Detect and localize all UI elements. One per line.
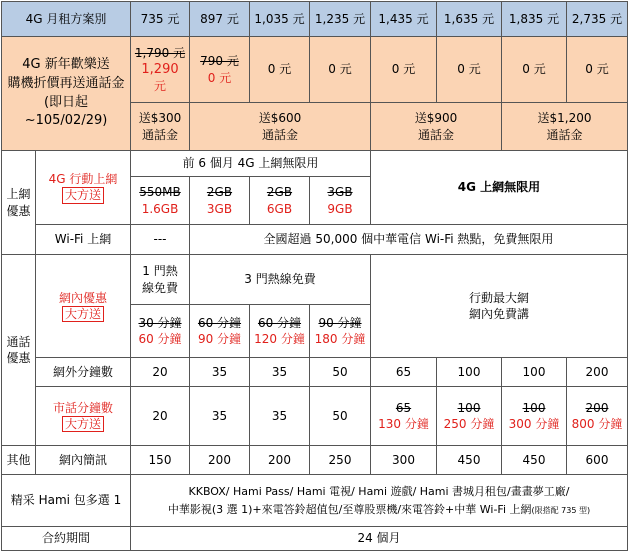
landline-label — [36, 387, 131, 446]
landline-value: 20 — [131, 387, 190, 446]
price-1035: 1,035 元 — [250, 2, 310, 37]
offnet-value: 35 — [190, 358, 250, 387]
minutes-new: 180 分鐘 — [314, 332, 366, 346]
price-735: 735 元 — [131, 2, 190, 37]
other-section: 其他 — [2, 446, 36, 475]
landline-cell — [502, 387, 567, 446]
minutes-old: 200 — [585, 400, 609, 415]
price-1635: 1,635 元 — [437, 2, 502, 37]
new-price-unit: 元 — [153, 79, 166, 94]
minutes-old: 65 — [395, 400, 412, 415]
promo-price-zero: 0 元 — [437, 37, 502, 103]
onnet-cell — [190, 305, 250, 358]
promo-label-line4: ~105/02/29) — [24, 113, 108, 129]
minutes-new: 300 分鐘 — [508, 417, 560, 431]
hami-line2-wrap — [131, 501, 627, 519]
data-old: 550MB — [139, 185, 181, 200]
price-1435: 1,435 元 — [371, 2, 437, 37]
offnet-value: 20 — [131, 358, 190, 387]
data-new: 9GB — [327, 201, 353, 216]
old-price: 1,790 元 — [134, 45, 186, 60]
data-new: 3GB — [206, 201, 233, 216]
hotline-3: 3 門熱線免費 — [190, 255, 371, 305]
plan-title: 4G 月租方案別 — [2, 2, 131, 37]
hotline-line1: 1 門熱 — [142, 264, 178, 279]
data-cell — [250, 177, 310, 225]
minutes-new: 60 分鐘 — [138, 332, 182, 346]
minutes-old: 90 分鐘 — [318, 315, 362, 330]
gift-label: 通話金 — [261, 127, 298, 142]
data-cell — [131, 177, 190, 225]
promo-price-zero: 0 元 — [250, 37, 310, 103]
promo-col2-price — [190, 37, 250, 103]
sms-value: 200 — [250, 446, 310, 475]
gift-amount: 送$900 — [414, 111, 458, 126]
new-price: 1,290 — [141, 61, 179, 77]
landline-row — [2, 387, 628, 446]
onnet-cell — [131, 305, 190, 358]
price-897: 897 元 — [190, 2, 250, 37]
minutes-new: 130 分鐘 — [378, 417, 429, 431]
onnet-title: 網內優惠 — [58, 290, 107, 305]
landline-cell — [371, 387, 437, 446]
offnet-value: 200 — [567, 358, 628, 387]
gift-label: 通話金 — [546, 127, 583, 142]
data-cell — [190, 177, 250, 225]
hami-line1: KKBOX/ Hami Pass/ Hami 電視/ Hami 遊戲/ Hami 書城月租包/畫畫夢工廠/ — [188, 484, 570, 498]
promo-price-zero: 0 元 — [310, 37, 371, 103]
sms-value: 150 — [131, 446, 190, 475]
internet-section — [2, 151, 36, 255]
old-price: 790 元 — [200, 54, 239, 69]
unlimited-4g: 4G 上網無限用 — [371, 151, 628, 225]
first6-title: 前 6 個月 4G 上網無限用 — [131, 151, 371, 177]
sms-value: 450 — [437, 446, 502, 475]
hami-line2: 中華影視(3 選 1)+來電答鈴超值包/至尊股票機/來電答鈴+中華 Wi-Fi 上網 — [167, 502, 532, 516]
price-1835: 1,835 元 — [502, 2, 567, 37]
offnet-label: 網外分鐘數 — [36, 358, 131, 387]
new-price: 0 元 — [207, 70, 232, 85]
onnet-label — [36, 255, 131, 358]
sms-value: 450 — [502, 446, 567, 475]
calls-section — [2, 255, 36, 446]
minutes-new: 250 分鐘 — [443, 417, 495, 431]
landline-value: 50 — [310, 387, 371, 446]
data-old: 2GB — [206, 185, 233, 200]
calls-hotline-row — [2, 255, 628, 305]
minutes-new: 800 分鐘 — [571, 417, 623, 431]
gift-600 — [190, 103, 371, 151]
onnet-cell — [250, 305, 310, 358]
section-line1: 上網 — [6, 187, 31, 202]
sms-row — [2, 446, 628, 475]
offnet-value: 50 — [310, 358, 371, 387]
promo-label — [2, 37, 131, 151]
section-line1: 通話 — [6, 334, 31, 349]
contract-label: 合約期間 — [2, 527, 131, 551]
promo-price-zero: 0 元 — [502, 37, 567, 103]
max-network — [371, 255, 628, 358]
promo-price-zero: 0 元 — [567, 37, 628, 103]
plan-table — [1, 1, 628, 551]
hami-row — [2, 475, 628, 527]
hotline-line2: 線免費 — [141, 280, 178, 295]
hotline-1 — [131, 255, 190, 305]
promo-price-row — [2, 37, 628, 103]
data-new: 6GB — [266, 201, 293, 216]
contract-value: 24 個月 — [131, 527, 628, 551]
gift-300 — [131, 103, 190, 151]
sms-value: 200 — [190, 446, 250, 475]
price-2735: 2,735 元 — [567, 2, 628, 37]
landline-value: 35 — [190, 387, 250, 446]
section-line2: 優惠 — [6, 203, 31, 218]
promo-label-line3: (即日起 — [43, 94, 89, 110]
big-gift-badge: 大方送 — [62, 187, 104, 203]
gift-amount: 送$300 — [138, 111, 182, 126]
minutes-old: 60 分鐘 — [257, 315, 302, 330]
promo-price-zero: 0 元 — [371, 37, 437, 103]
promo-label-line2: 購機折價再送通話金 — [7, 75, 125, 91]
data-old: 2GB — [266, 185, 293, 200]
wifi-text: 全國超過 50,000 個中華電信 Wi-Fi 熱點，免費無限用 — [190, 225, 628, 255]
gift-label: 通話金 — [417, 127, 454, 142]
data-old: 3GB — [327, 185, 353, 200]
landline-title: 市話分鐘數 — [52, 400, 113, 415]
offnet-value: 35 — [250, 358, 310, 387]
minutes-old: 100 — [457, 400, 481, 415]
wifi-none: --- — [131, 225, 190, 255]
gift-amount: 送$600 — [258, 111, 302, 126]
minutes-new: 90 分鐘 — [197, 332, 242, 346]
price-1235: 1,235 元 — [310, 2, 371, 37]
hami-label: 精采 Hami 包多選 1 — [2, 475, 131, 527]
promo-col1-price — [131, 37, 190, 103]
minutes-old: 60 分鐘 — [197, 315, 242, 330]
data-new: 1.6GB — [141, 201, 179, 216]
wifi-label: Wi-Fi 上網 — [36, 225, 131, 255]
offnet-value: 100 — [437, 358, 502, 387]
big-gift-badge: 大方送 — [62, 416, 104, 432]
sms-value: 300 — [371, 446, 437, 475]
internet-title-row — [2, 151, 628, 177]
hami-note: (限搭配 735 型) — [531, 505, 591, 515]
landline-value: 35 — [250, 387, 310, 446]
minutes-new: 120 分鐘 — [254, 332, 305, 346]
minutes-old: 100 — [522, 400, 546, 415]
landline-cell — [567, 387, 628, 446]
sms-value: 600 — [567, 446, 628, 475]
offnet-row — [2, 358, 628, 387]
big-gift-badge: 大方送 — [62, 306, 104, 322]
header-row — [2, 2, 628, 37]
offnet-value: 100 — [502, 358, 567, 387]
contract-row — [2, 527, 628, 551]
wifi-row — [2, 225, 628, 255]
gift-amount: 送$1,200 — [537, 111, 592, 126]
gift-1200 — [502, 103, 628, 151]
mobile-data-title: 4G 行動上網 — [48, 172, 118, 187]
sms-value: 250 — [310, 446, 371, 475]
promo-label-line1: 4G 新年歡樂送 — [22, 56, 110, 72]
max-line1: 行動最大網 — [468, 290, 529, 305]
landline-cell — [437, 387, 502, 446]
gift-900 — [371, 103, 502, 151]
hami-options — [131, 475, 628, 527]
max-line2: 網內免費講 — [468, 307, 529, 321]
onnet-cell — [310, 305, 371, 358]
section-line2: 優惠 — [6, 351, 31, 365]
mobile-data-label — [36, 151, 131, 225]
minutes-old: 30 分鐘 — [138, 315, 182, 330]
gift-label: 通話金 — [141, 127, 178, 142]
sms-label: 網內簡訊 — [36, 446, 131, 475]
data-cell — [310, 177, 371, 225]
offnet-value: 65 — [371, 358, 437, 387]
